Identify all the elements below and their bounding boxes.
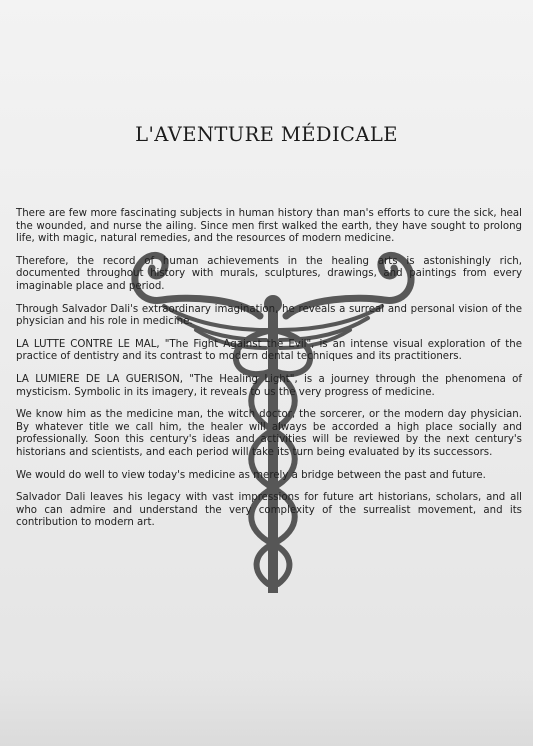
paragraph-record: Therefore, the record of human achievements in the healing arts is astonishingly rich, documented throughout history with murals, sculptures, drawings, and paintings from every imaginable place and period. bbox=[16, 255, 522, 292]
paragraph-bridge: We would do well to view today's medicine as merely a bridge between the past and future. bbox=[16, 469, 486, 481]
paragraph-healer: We know him as the medicine man, the witch doctor, the sorcerer, or the modern day physician. By whatever title we call him, the healer will always be accorded a high place socially and professionally. Soon this century's ideas and activities will be reviewed by the next century's historians and scientists, and each period will take its turn being evaluated by its successors. bbox=[16, 409, 522, 458]
paragraph-lutte: LA LUTTE CONTRE LE MAL, "The Fight Against the Evil", is an intense visual exploration of the practice of dentistry and its contrast to modern dental techniques and its practitioners. bbox=[16, 338, 522, 363]
paragraph-dali-vision: Through Salvador Dali's extraordinary imagination, he reveals a surreal and personal vision of the physician and his role in medicine. bbox=[16, 303, 522, 328]
paragraph-legacy: Salvador Dali leaves his legacy with vast impressions for future art historians, scholars, and all who can admire and understand the very complexity of the surrealist movement, and its contribution to modern art. bbox=[16, 492, 522, 529]
body-text bbox=[16, 208, 522, 540]
page-title: L'AVENTURE MÉDICALE bbox=[135, 123, 398, 146]
paragraph-lumiere: LA LUMIERE DE LA GUERISON, "The Healing Light", is a journey through the phenomena of mysticism. Symbolic in its imagery, it reveals to us the very progress of medicine. bbox=[16, 373, 522, 398]
paragraph-intro: There are few more fascinating subjects in human history than man's efforts to cure the sick, heal the wounded, and nurse the ailing. Since men first walked the earth, they have sought to prolong life, with magic, natural remedies, and the resources of modern medicine. bbox=[16, 208, 522, 245]
